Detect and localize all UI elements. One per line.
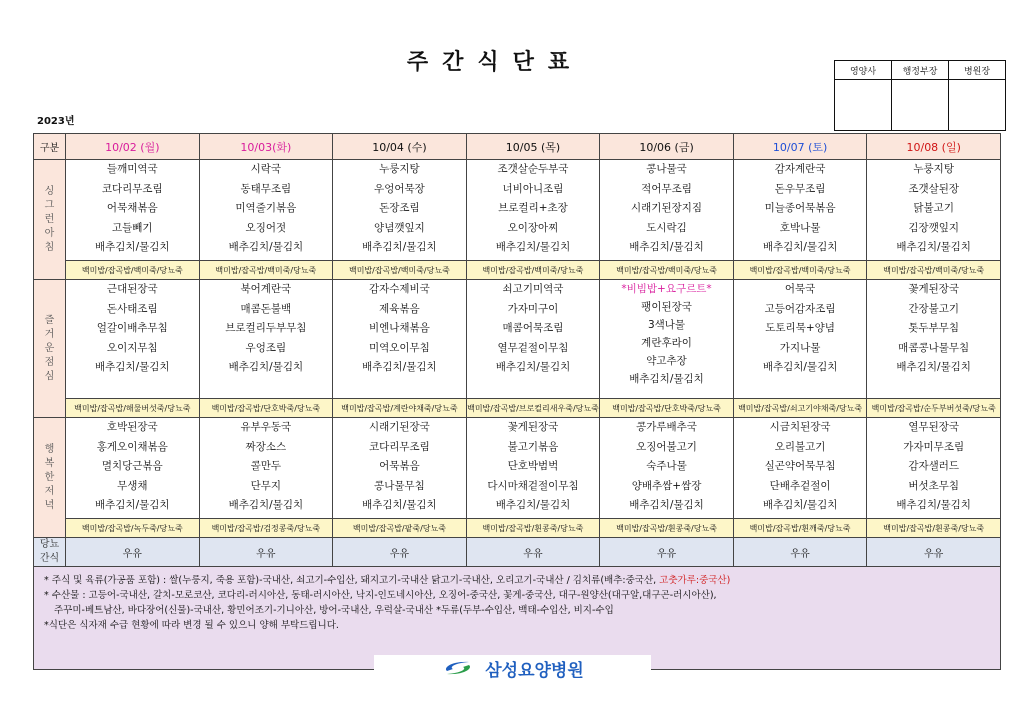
meal-label-char: 행 <box>44 443 55 455</box>
dish-item: 열무된장국 <box>908 421 960 433</box>
dish-item: 배추김치/물김치 <box>629 373 704 385</box>
day-header: 10/03(화) <box>199 134 333 160</box>
approval-header: 병원장 <box>949 61 1006 80</box>
rice-option: 백미밥/잡곡밥/흰콩죽/당뇨죽 <box>867 519 1001 538</box>
snack-cell: 우유 <box>867 538 1001 567</box>
meal-label-char: 아 <box>44 227 55 239</box>
day-header: 10/04 (수) <box>333 134 467 160</box>
dish-item: 멸치당근볶음 <box>101 460 163 472</box>
meal-cell <box>333 160 467 261</box>
dish-item: 도토리묵+양념 <box>765 322 835 334</box>
dish-item: 북어계란국 <box>240 283 292 295</box>
dish-item: 꽃게된장국 <box>507 421 559 433</box>
dish-item: 시금치된장국 <box>769 421 831 433</box>
meal-cell <box>66 160 200 261</box>
dish-item: 오이지무침 <box>106 341 158 354</box>
dish-item: 열무겉절이무침 <box>497 341 569 354</box>
dish-item: 오징어젓 <box>245 221 287 234</box>
page-title: 주간식단표 <box>406 50 584 75</box>
rice-option: 백미밥/잡곡밥/계란야채죽/당뇨죽 <box>333 399 467 418</box>
rice-option: 백미밥/잡곡밥/백미죽/당뇨죽 <box>333 261 467 280</box>
rice-option: 백미밥/잡곡밥/녹두죽/당뇨죽 <box>66 519 200 538</box>
hospital-logo <box>374 655 651 681</box>
dish-item: 비엔나채볶음 <box>368 322 430 334</box>
note-line <box>44 573 996 588</box>
dish-item: 근대된장국 <box>106 283 158 295</box>
dish-item: 배추김치/물김치 <box>362 241 437 253</box>
dish-item: 누룽지탕 <box>913 163 954 175</box>
dish-item: 배추김치/물김치 <box>228 361 304 373</box>
dish-item: 배추김치/물김치 <box>762 499 838 511</box>
approval-sign-slot <box>949 80 1006 131</box>
dish-item: 간장불고기 <box>908 302 960 315</box>
rice-option: 백미밥/잡곡밥/쇠고기야채죽/당뇨죽 <box>733 399 867 418</box>
meal-cell <box>733 280 867 399</box>
dish-item: 양배추쌈+쌈장 <box>631 479 702 492</box>
meal-label <box>34 418 66 538</box>
snack-cell: 우유 <box>66 538 200 567</box>
dish-item: 우엉어묵장 <box>374 182 425 195</box>
meal-cell <box>867 280 1001 399</box>
dish-item: 배추김치/물김치 <box>896 499 971 511</box>
note-text: * 주식 및 육류(가공품 포함) : 쌀(누룽지, 죽용 포함)-국내산, 쇠고기-수입산, 돼지고기-국내산 닭고기-국내산, 오리고기-국내산 / 김치류(배추:중국산, <box>44 575 660 586</box>
meal-cell <box>600 418 734 519</box>
dish-item: 배추김치/물김치 <box>95 499 170 511</box>
dish-item: 고들빼기 <box>111 221 153 234</box>
dish-item: 오이장아찌 <box>507 221 559 234</box>
dish-item: 매콤돈불백 <box>240 302 292 315</box>
dish-item: 얼갈이배추무침 <box>96 322 168 334</box>
meal-cell <box>333 280 467 399</box>
note-line: 주꾸미-베트남산, 바다장어(신물)-국내산, 황민어조기-기니아산, 방어-국내산, 우럭살-국내산 *두류(두부-수입산, 백태-수입산, 비지-수입 <box>54 605 614 616</box>
meal-label-char: 심 <box>44 370 55 382</box>
dish-item: 김장깻잎지 <box>908 221 960 234</box>
rice-option: 백미밥/잡곡밥/백미죽/당뇨죽 <box>867 261 1001 280</box>
meal-label-char: 그 <box>44 199 55 211</box>
rice-option: 백미밥/잡곡밥/백미죽/당뇨죽 <box>600 261 734 280</box>
dish-item: 쇠고기미역국 <box>502 283 564 295</box>
dish-item: 배추김치/물김치 <box>762 241 838 253</box>
note-line: *식단은 식자재 수급 현황에 따라 변경 될 수 있으니 양해 부탁드립니다. <box>44 620 339 631</box>
dish-item: 브로컬리+초장 <box>498 202 568 214</box>
dish-item: 미역오이무침 <box>368 341 430 354</box>
dish-item: 배추김치/물김치 <box>228 241 304 253</box>
meal-cell <box>733 418 867 519</box>
dish-item: 배추김치/물김치 <box>362 361 437 373</box>
meal-label-char: 점 <box>44 356 55 368</box>
meal-label-char: 녁 <box>44 499 55 511</box>
day-header: 10/02 (월) <box>66 134 200 160</box>
meal-label <box>34 160 66 280</box>
dish-item: 코다리무조림 <box>101 182 163 195</box>
dish-item: 감자샐러드 <box>908 460 960 472</box>
dish-item: 가지나물 <box>779 341 821 354</box>
rice-option: 백미밥/잡곡밥/해물버섯죽/당뇨죽 <box>66 399 200 418</box>
day-header: 10/07 (토) <box>733 134 867 160</box>
dish-item: 코다리무조림 <box>368 440 430 453</box>
approval-header: 영양사 <box>835 61 892 80</box>
gubun-header: 구분 <box>34 134 66 160</box>
dish-item: 다시마채겉절이무침 <box>487 479 579 492</box>
dish-item: 약고추장 <box>646 355 687 367</box>
dish-item: 숙주나물 <box>646 460 687 472</box>
meal-cell <box>199 418 333 519</box>
dish-item: 톳두부무침 <box>908 322 960 334</box>
dish-item: 시래기된장지짐 <box>631 202 703 214</box>
meal-cell <box>466 418 600 519</box>
rice-option: 백미밥/잡곡밥/흰콩죽/당뇨죽 <box>466 519 600 538</box>
rice-option: 백미밥/잡곡밥/단호박죽/당뇨죽 <box>199 399 333 418</box>
dish-item: 들깨미역국 <box>106 163 158 175</box>
origin-notes <box>34 567 1000 633</box>
dish-item: 가자미무조림 <box>903 440 965 453</box>
rice-option: 백미밥/잡곡밥/백미죽/당뇨죽 <box>199 261 333 280</box>
dish-item: 3색나물 <box>647 319 686 331</box>
meal-label-char: 즐 <box>44 314 55 326</box>
dish-item: 제육볶음 <box>379 302 420 315</box>
meal-cell <box>867 160 1001 261</box>
snack-label <box>34 538 66 567</box>
rice-option: 백미밥/잡곡밥/백미죽/당뇨죽 <box>466 261 600 280</box>
dish-item: 팽이된장국 <box>641 301 692 313</box>
dish-item: 돈장조림 <box>379 202 420 214</box>
dish-item: 콜만두 <box>250 460 282 472</box>
snack-cell: 우유 <box>600 538 734 567</box>
note-line: * 수산물 : 고등어-국내산, 갈치-모로코산, 코다리-러시아산, 동태-러시아산, 낙지-인도네시아산, 오징어-중국산, 꽃게-중국산, 대구-원양산(대구알,대구곤-러시아산), <box>44 590 717 601</box>
snack-cell: 우유 <box>733 538 867 567</box>
dish-item: 시래기된장국 <box>368 421 430 433</box>
dish-item: 어묵볶음 <box>379 460 420 472</box>
rice-option: 백미밥/잡곡밥/단호박죽/당뇨죽 <box>600 399 734 418</box>
dish-item: 배추김치/물김치 <box>95 241 170 253</box>
dish-item: 동태무조림 <box>240 182 292 195</box>
hospital-name: 삼성요양병원 <box>485 660 584 681</box>
dish-item: 버섯초무침 <box>908 479 960 492</box>
dish-item: 유부우동국 <box>240 421 292 433</box>
meal-label-char: 싱 <box>44 185 55 197</box>
meal-cell <box>199 160 333 261</box>
dish-item: 홍게오이채볶음 <box>96 440 168 453</box>
meal-cell <box>867 418 1001 519</box>
day-header: 10/06 (금) <box>600 134 734 160</box>
meal-cell <box>600 280 734 399</box>
dish-item: 어묵국 <box>784 283 816 295</box>
dish-item: 브로컬리두부무침 <box>225 322 307 334</box>
meal-cell <box>466 280 600 399</box>
rice-option: 백미밥/잡곡밥/백미죽/당뇨죽 <box>66 261 200 280</box>
dish-item: 오리불고기 <box>774 440 826 453</box>
dish-item: 배추김치/물김치 <box>762 361 838 373</box>
rice-option: 백미밥/잡곡밥/순두부버섯죽/당뇨죽 <box>867 399 1001 418</box>
dish-item: 미역줄기볶음 <box>235 202 297 214</box>
dish-item: 단호박범벅 <box>507 460 559 472</box>
dish-item: 콩가루배추국 <box>636 421 697 433</box>
dish-item: 콩나물무침 <box>374 479 425 492</box>
note-text-highlight: 고춧가루:중국산) <box>659 575 731 586</box>
dish-item: 짜장소스 <box>245 440 287 453</box>
dish-item: 배추김치/물김치 <box>95 361 170 373</box>
meal-label-char: 거 <box>44 328 55 340</box>
rice-option: 백미밥/잡곡밥/흰콩죽/당뇨죽 <box>600 519 734 538</box>
dish-item: 계란후라이 <box>641 337 692 349</box>
dish-item: 배추김치/물김치 <box>629 241 704 253</box>
rice-option: 백미밥/잡곡밥/검정콩죽/당뇨죽 <box>199 519 333 538</box>
dish-item: 단배추겉절이 <box>769 479 831 492</box>
menu-table <box>33 133 1001 670</box>
dish-item: 불고기볶음 <box>507 440 559 453</box>
dish-item: 꽃게된장국 <box>908 283 960 295</box>
dish-item: 단무지 <box>250 479 282 492</box>
dish-item: 호박나물 <box>779 221 821 234</box>
dish-item: 시락국 <box>250 163 282 175</box>
dish-item: 고등어감자조림 <box>764 302 836 315</box>
dish-item: 배추김치/물김치 <box>495 499 571 511</box>
dish-item: 배추김치/물김치 <box>362 499 437 511</box>
meal-label-char: 저 <box>44 485 55 497</box>
meal-cell <box>600 160 734 261</box>
snack-cell: 우유 <box>333 538 467 567</box>
dish-item: 매콤어묵조림 <box>502 322 564 334</box>
dish-item: 배추김치/물김치 <box>896 241 971 253</box>
dish-item: 양념깻잎지 <box>374 221 425 234</box>
approval-box <box>834 60 1006 131</box>
meal-cell <box>333 418 467 519</box>
dish-item: 도시락김 <box>646 221 687 234</box>
dish-item: 돈우무조림 <box>774 182 826 195</box>
dish-item: 적어무조림 <box>641 182 692 195</box>
meal-label-char: 런 <box>44 213 55 225</box>
hospital-logo-icon <box>441 657 475 679</box>
dish-item: 배추김치/물김치 <box>495 241 571 253</box>
meal-label <box>34 280 66 418</box>
dish-item: 무생채 <box>117 479 148 492</box>
dish-item: 배추김치/물김치 <box>629 499 704 511</box>
dish-item: 배추김치/물김치 <box>228 499 304 511</box>
rice-option: 백미밥/잡곡밥/흰깨죽/당뇨죽 <box>733 519 867 538</box>
dish-item: 배추김치/물김치 <box>495 361 571 373</box>
dish-item: 누룽지탕 <box>379 163 420 175</box>
day-header: 10/08 (일) <box>867 134 1001 160</box>
meal-cell <box>66 418 200 519</box>
dish-item: 닭불고기 <box>913 202 954 214</box>
meal-cell <box>66 280 200 399</box>
meal-cell <box>466 160 600 261</box>
meal-label-char: 복 <box>44 457 55 469</box>
meal-cell <box>199 280 333 399</box>
rice-option: 백미밥/잡곡밥/백미죽/당뇨죽 <box>733 261 867 280</box>
meal-label-char: 한 <box>44 471 55 483</box>
approval-sign-slot <box>892 80 949 131</box>
dish-item: 배추김치/물김치 <box>896 361 971 373</box>
dish-item: 오징어불고기 <box>636 440 697 453</box>
snack-label-line: 간식 <box>39 553 60 564</box>
rice-option: 백미밥/잡곡밥/브로컬리새우죽/당뇨죽 <box>466 399 600 418</box>
dish-item: 너비아니조림 <box>502 182 564 195</box>
dish-item: 우엉조림 <box>245 341 287 354</box>
rice-option: 백미밥/잡곡밥/팥죽/당뇨죽 <box>333 519 467 538</box>
meal-label-char: 운 <box>44 342 55 354</box>
approval-sign-slot <box>835 80 892 131</box>
day-header: 10/05 (목) <box>466 134 600 160</box>
snack-cell: 우유 <box>466 538 600 567</box>
dish-item: 감자수제비국 <box>368 283 430 295</box>
dish-item: 매콤콩나물무침 <box>898 341 970 354</box>
dish-item: 호박된장국 <box>106 421 158 433</box>
dish-item: *비빔밥+요구르트* <box>621 283 712 295</box>
year-label: 2023년 <box>37 116 75 127</box>
meal-cell <box>733 160 867 261</box>
dish-item: 조갯살순두부국 <box>497 163 569 175</box>
dish-item: 어묵채볶음 <box>106 202 158 214</box>
dish-item: 조갯살된장 <box>908 182 960 195</box>
dish-item: 돈사태조림 <box>106 302 158 315</box>
dish-item: 미늘종어묵볶음 <box>764 202 836 214</box>
meal-label-char: 침 <box>44 241 55 253</box>
dish-item: 콩나물국 <box>646 163 687 175</box>
dish-item: 실곤약어묵무침 <box>764 460 836 472</box>
approval-header: 행정부장 <box>892 61 949 80</box>
dish-item: 가자미구이 <box>507 302 559 315</box>
snack-cell: 우유 <box>199 538 333 567</box>
snack-label-line: 당뇨 <box>39 539 60 550</box>
dish-item: 감자계란국 <box>774 163 826 175</box>
